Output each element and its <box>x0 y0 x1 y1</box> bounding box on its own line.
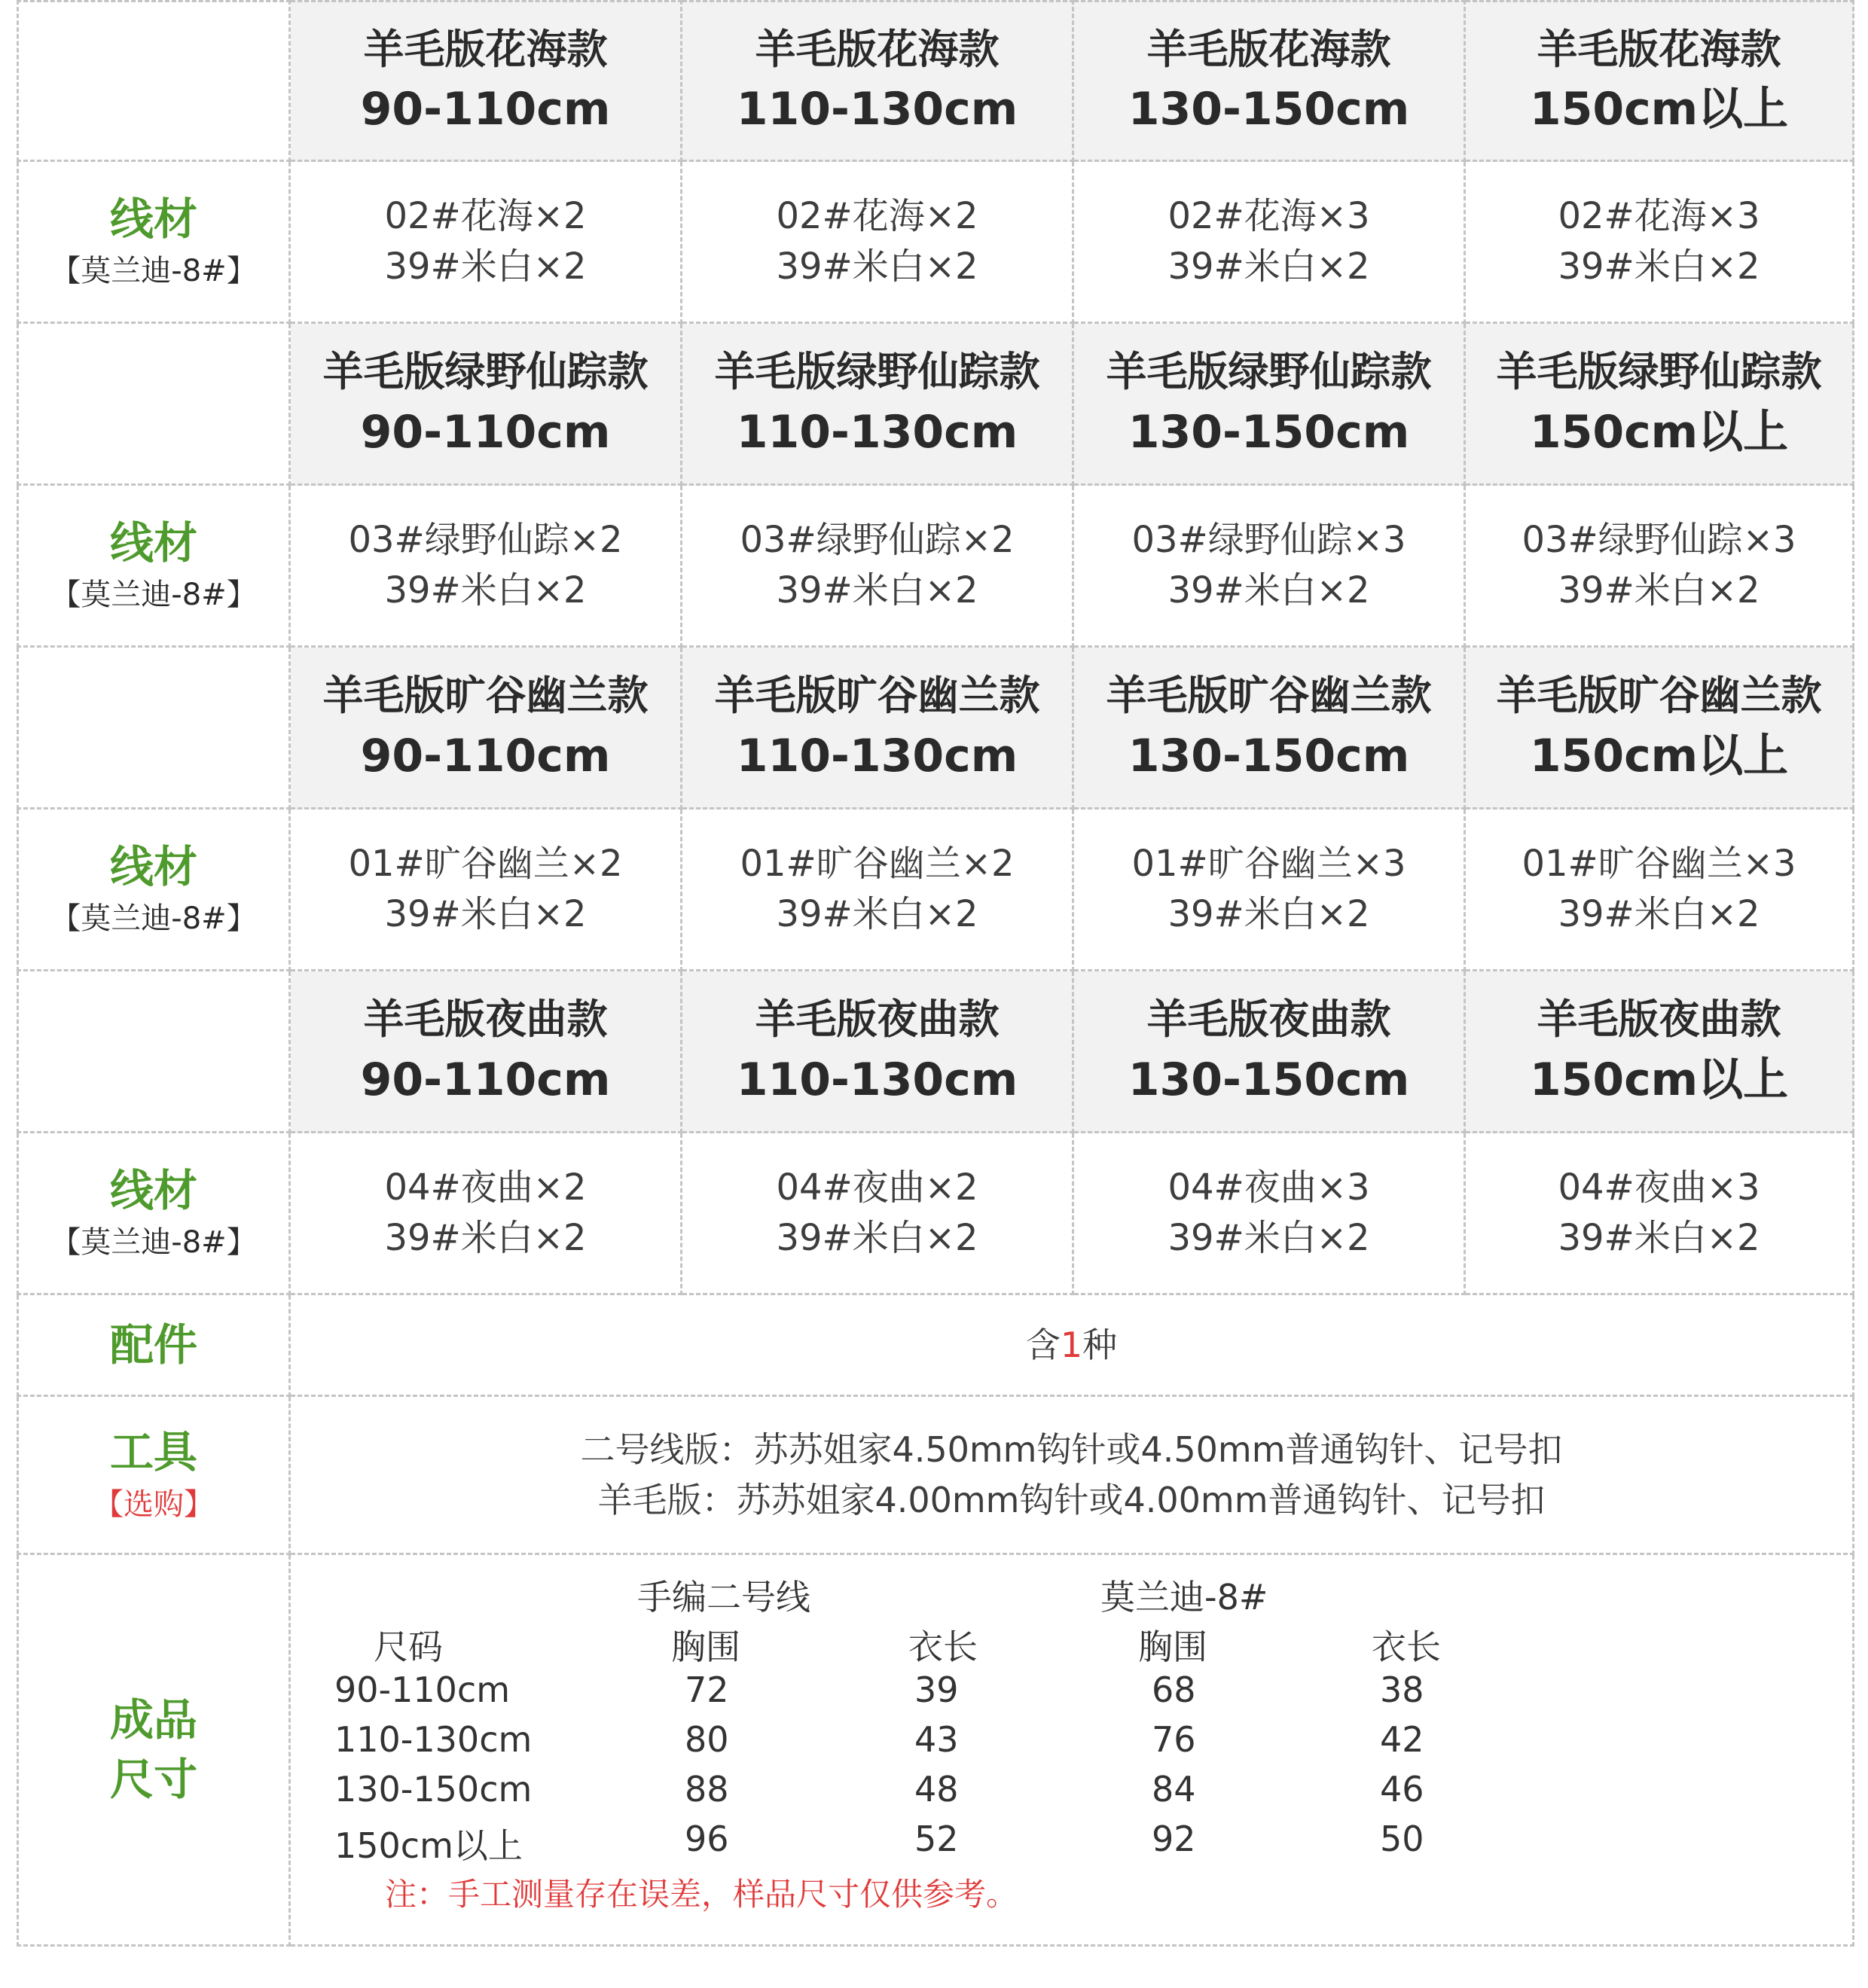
yarn-white: 39#米白×2 <box>776 1217 978 1259</box>
group-4-yarn-row <box>17 1133 1854 1295</box>
yarn-cell <box>1074 162 1466 324</box>
style-size: 130-150cm <box>1128 405 1410 459</box>
size-cell: 130-150cm <box>334 1769 533 1810</box>
empty-label-cell <box>17 971 291 1133</box>
yarn-main: 02#花海×3 <box>1558 194 1760 237</box>
style-header <box>1466 648 1854 810</box>
chest-cell: 92 <box>1152 1819 1196 1859</box>
style-header <box>682 324 1074 486</box>
length-cell: 42 <box>1380 1719 1424 1760</box>
yarn-cell <box>1466 162 1854 324</box>
group-1-yarn-row <box>17 162 1854 324</box>
finished-size-table-cell <box>291 1555 1854 1947</box>
style-size: 150cm以上 <box>1529 405 1789 459</box>
style-name: 羊毛版绿野仙踪款 <box>322 348 649 396</box>
yarn-main: 02#花海×2 <box>776 194 978 237</box>
yarn-white: 39#米白×2 <box>1168 1217 1370 1259</box>
yarn-cell <box>682 810 1074 971</box>
style-name: 羊毛版花海款 <box>755 25 1000 73</box>
chest-cell: 68 <box>1152 1669 1196 1710</box>
yarn-label-title: 线材 <box>109 840 197 892</box>
yarn-cell <box>291 162 682 324</box>
column-header-chest: 胸围 <box>671 1627 740 1667</box>
length-cell: 38 <box>1380 1669 1424 1710</box>
group-4-header-row <box>17 971 1854 1133</box>
yarn-cell <box>291 810 682 971</box>
yarn-main: 04#夜曲×2 <box>776 1166 978 1209</box>
style-size: 130-150cm <box>1128 83 1410 136</box>
yarn-cell <box>1074 486 1466 648</box>
style-name: 羊毛版绿野仙踪款 <box>1496 348 1822 396</box>
yarn-cell <box>291 1133 682 1295</box>
tools-line-2: 羊毛版：苏苏姐家4.00mm钩针或4.00mm普通钩针、记号扣 <box>597 1479 1546 1520</box>
yarn-label-cell <box>17 810 291 971</box>
style-header <box>1074 0 1466 162</box>
yarn-label-title: 线材 <box>109 1164 197 1216</box>
finished-size-label-cell <box>17 1555 291 1947</box>
size-cell: 90-110cm <box>334 1669 511 1710</box>
yarn-main: 04#夜曲×2 <box>384 1166 587 1209</box>
yarn-cell <box>291 486 682 648</box>
length-cell: 46 <box>1380 1769 1424 1810</box>
style-size: 150cm以上 <box>1529 83 1789 136</box>
style-name: 羊毛版夜曲款 <box>363 996 608 1044</box>
accessories-label: 配件 <box>109 1319 197 1371</box>
yarn-label-sub: 【莫兰迪-8#】 <box>50 254 257 289</box>
style-name: 羊毛版旷谷幽兰款 <box>714 672 1040 720</box>
group-3-yarn-row <box>17 810 1854 971</box>
accessories-label-cell <box>17 1295 291 1397</box>
style-size: 90-110cm <box>360 729 611 782</box>
yarn-main: 03#绿野仙踪×2 <box>348 518 623 561</box>
yarn-cell <box>1466 810 1854 971</box>
yarn-label-sub: 【莫兰迪-8#】 <box>50 1225 257 1261</box>
style-header <box>1074 324 1466 486</box>
style-size: 90-110cm <box>360 405 611 459</box>
style-header <box>682 648 1074 810</box>
style-header <box>1074 648 1466 810</box>
style-size: 150cm以上 <box>1529 729 1789 782</box>
yarn-cell <box>1074 810 1466 971</box>
yarn-cell <box>682 486 1074 648</box>
yarn-label-cell <box>17 486 291 648</box>
group-2-yarn-row <box>17 486 1854 648</box>
chest-cell: 80 <box>685 1719 729 1760</box>
yarn-cell <box>1466 1133 1854 1295</box>
empty-label-cell <box>17 324 291 486</box>
group-1-header-row <box>17 0 1854 162</box>
tools-line-1: 二号线版：苏苏姐家4.50mm钩针或4.50mm普通钩针、记号扣 <box>580 1428 1563 1470</box>
column-header-chest: 胸围 <box>1138 1627 1207 1667</box>
style-size: 110-130cm <box>736 729 1018 782</box>
style-size: 90-110cm <box>360 83 611 136</box>
accessories-value <box>1026 1320 1117 1371</box>
style-name: 羊毛版绿野仙踪款 <box>1106 348 1432 396</box>
yarn-white: 39#米白×2 <box>1558 245 1760 288</box>
yarn-white: 39#米白×2 <box>1168 569 1370 611</box>
yarn-white: 39#米白×2 <box>1558 893 1760 935</box>
length-cell: 48 <box>914 1769 959 1810</box>
yarn-white: 39#米白×2 <box>1558 1217 1760 1259</box>
tools-label-cell <box>17 1397 291 1555</box>
style-header <box>291 648 682 810</box>
yarn-white: 39#米白×2 <box>1558 569 1760 611</box>
column-header-length: 衣长 <box>1372 1627 1441 1667</box>
tools-optional-tag: 【选购】 <box>93 1486 214 1522</box>
chest-cell: 96 <box>685 1819 729 1859</box>
finished-size-label-1: 成品 <box>109 1694 197 1746</box>
yarn-white: 39#米白×2 <box>384 1217 587 1259</box>
style-size: 90-110cm <box>360 1053 611 1106</box>
yarn-label-title: 线材 <box>109 193 197 245</box>
group-2-header-row <box>17 324 1854 486</box>
yarn-white: 39#米白×2 <box>384 893 587 935</box>
style-header <box>291 0 682 162</box>
tools-row <box>17 1397 1854 1555</box>
style-size: 110-130cm <box>736 405 1018 459</box>
tools-label: 工具 <box>109 1426 197 1478</box>
style-size: 110-130cm <box>736 1053 1018 1106</box>
finished-size-label-2: 尺寸 <box>109 1753 197 1805</box>
finished-size-row <box>17 1555 1854 1947</box>
accessories-suffix: 种 <box>1082 1324 1118 1365</box>
yarn-main: 01#旷谷幽兰×3 <box>1522 842 1796 885</box>
measurement-note: 注：手工测量存在误差，样品尺寸仅供参考。 <box>385 1876 1018 1913</box>
style-header <box>682 971 1074 1133</box>
yarn-main: 03#绿野仙踪×3 <box>1131 518 1406 561</box>
size-cell: 150cm以上 <box>334 1825 523 1866</box>
yarn-white: 39#米白×2 <box>776 245 978 288</box>
column-header-length: 衣长 <box>908 1627 978 1667</box>
column-header-size: 尺码 <box>374 1627 443 1667</box>
yarn-cell <box>682 162 1074 324</box>
style-header <box>291 971 682 1133</box>
style-header <box>682 0 1074 162</box>
chest-cell: 84 <box>1152 1769 1196 1810</box>
yarn-cell <box>682 1133 1074 1295</box>
style-name: 羊毛版花海款 <box>1537 25 1781 73</box>
yarn-main: 01#旷谷幽兰×2 <box>740 842 1015 885</box>
size-table <box>291 1555 1852 1944</box>
style-name: 羊毛版花海款 <box>363 25 608 73</box>
style-header <box>1466 324 1854 486</box>
yarn-white: 39#米白×2 <box>776 893 978 935</box>
accessories-count: 1 <box>1060 1324 1083 1365</box>
style-name: 羊毛版旷谷幽兰款 <box>1496 672 1822 720</box>
yarn-main: 02#花海×3 <box>1168 194 1370 237</box>
yarn-main: 02#花海×2 <box>384 194 587 237</box>
accessories-prefix: 含 <box>1025 1324 1061 1365</box>
yarn-label-cell <box>17 162 291 324</box>
yarn-main: 01#旷谷幽兰×3 <box>1131 842 1406 885</box>
style-name: 羊毛版夜曲款 <box>755 996 1000 1044</box>
size-cell: 110-130cm <box>334 1719 533 1760</box>
yarn-main: 04#夜曲×3 <box>1168 1166 1370 1209</box>
chest-cell: 88 <box>685 1769 729 1810</box>
accessories-value-cell <box>291 1295 1854 1397</box>
style-header <box>1074 971 1466 1133</box>
length-cell: 50 <box>1380 1819 1424 1859</box>
style-size: 150cm以上 <box>1529 1053 1789 1106</box>
yarn-main: 03#绿野仙踪×3 <box>1522 518 1796 561</box>
yarn-white: 39#米白×2 <box>776 569 978 611</box>
style-size: 110-130cm <box>736 83 1018 136</box>
chest-cell: 76 <box>1152 1719 1196 1760</box>
yarn-cell <box>1466 486 1854 648</box>
yarn-label-title: 线材 <box>109 517 197 569</box>
style-header <box>291 324 682 486</box>
style-name: 羊毛版旷谷幽兰款 <box>1106 672 1432 720</box>
yarn-label-cell <box>17 1133 291 1295</box>
yarn-white: 39#米白×2 <box>384 245 587 288</box>
style-header <box>1466 971 1854 1133</box>
yarn-white: 39#米白×2 <box>384 569 587 611</box>
length-cell: 43 <box>914 1719 959 1760</box>
style-size: 130-150cm <box>1128 1053 1410 1106</box>
yarn-main: 04#夜曲×3 <box>1558 1166 1760 1209</box>
style-name: 羊毛版夜曲款 <box>1146 996 1391 1044</box>
style-name: 羊毛版夜曲款 <box>1537 996 1781 1044</box>
yarn-label-sub: 【莫兰迪-8#】 <box>50 578 257 613</box>
yarn-label-sub: 【莫兰迪-8#】 <box>50 901 257 937</box>
accessories-row <box>17 1295 1854 1397</box>
style-name: 羊毛版花海款 <box>1146 25 1391 73</box>
group-header-hand-yarn: 手编二号线 <box>637 1577 810 1618</box>
group-3-header-row <box>17 648 1854 810</box>
yarn-cell <box>1074 1133 1466 1295</box>
style-name: 羊毛版绿野仙踪款 <box>714 348 1040 396</box>
style-name: 羊毛版旷谷幽兰款 <box>322 672 649 720</box>
empty-label-cell <box>17 648 291 810</box>
tools-value-cell <box>291 1397 1854 1555</box>
style-size: 130-150cm <box>1128 729 1410 782</box>
chest-cell: 72 <box>685 1669 729 1710</box>
length-cell: 39 <box>914 1669 959 1710</box>
style-header <box>1466 0 1854 162</box>
yarn-main: 01#旷谷幽兰×2 <box>348 842 623 885</box>
yarn-white: 39#米白×2 <box>1168 245 1370 288</box>
yarn-main: 03#绿野仙踪×2 <box>740 518 1015 561</box>
group-header-morandi: 莫兰迪-8# <box>1100 1577 1268 1618</box>
yarn-white: 39#米白×2 <box>1168 893 1370 935</box>
length-cell: 52 <box>914 1819 959 1859</box>
empty-label-cell <box>17 0 291 162</box>
